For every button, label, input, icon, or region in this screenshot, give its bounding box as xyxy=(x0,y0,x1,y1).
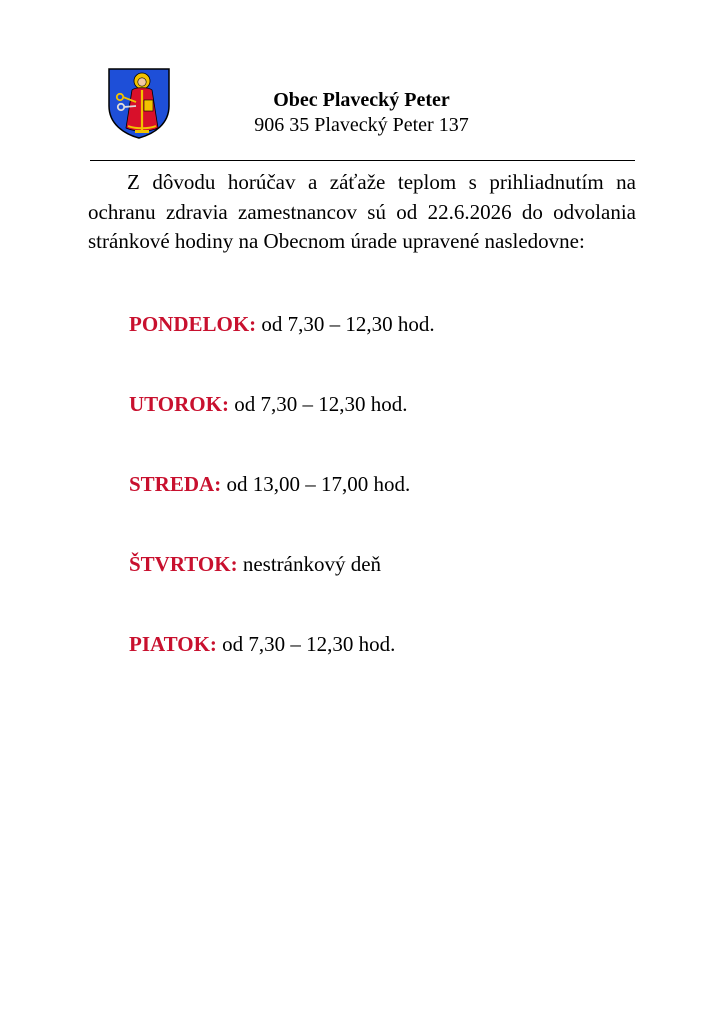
letterhead xyxy=(200,88,523,138)
intro-paragraph: Z dôvodu horúčav a záťaže teplom s prihliadnutím na ochranu zdravia zamestnancov sú od 22.6.2026 do odvolania stránkové hodiny na Obecnom úrade upravené nasledovne: xyxy=(88,170,636,253)
coat-of-arms-icon xyxy=(106,66,172,140)
schedule-row-tuesday xyxy=(129,390,629,470)
day-label: STREDA: xyxy=(129,472,222,496)
schedule-row-monday xyxy=(129,310,629,390)
day-label: ŠTVRTOK: xyxy=(129,552,238,576)
municipality-name: Obec Plavecký Peter xyxy=(273,89,450,111)
municipality-address: 906 35 Plavecký Peter 137 xyxy=(254,114,469,136)
hours-value: od 7,30 – 12,30 hod. xyxy=(234,392,408,416)
schedule-row-thursday xyxy=(129,550,629,630)
schedule-row-wednesday xyxy=(129,470,629,550)
day-label: PONDELOK: xyxy=(129,312,257,336)
header-divider xyxy=(90,160,635,161)
day-label: UTOROK: xyxy=(129,392,229,416)
hours-value: od 7,30 – 12,30 hod. xyxy=(222,632,396,656)
schedule-row-friday xyxy=(129,630,629,710)
office-hours-list xyxy=(129,310,629,710)
day-label: PIATOK: xyxy=(129,632,217,656)
hours-value: od 7,30 – 12,30 hod. xyxy=(261,312,435,336)
hours-value: od 13,00 – 17,00 hod. xyxy=(226,472,411,496)
hours-value: nestránkový deň xyxy=(242,552,382,576)
